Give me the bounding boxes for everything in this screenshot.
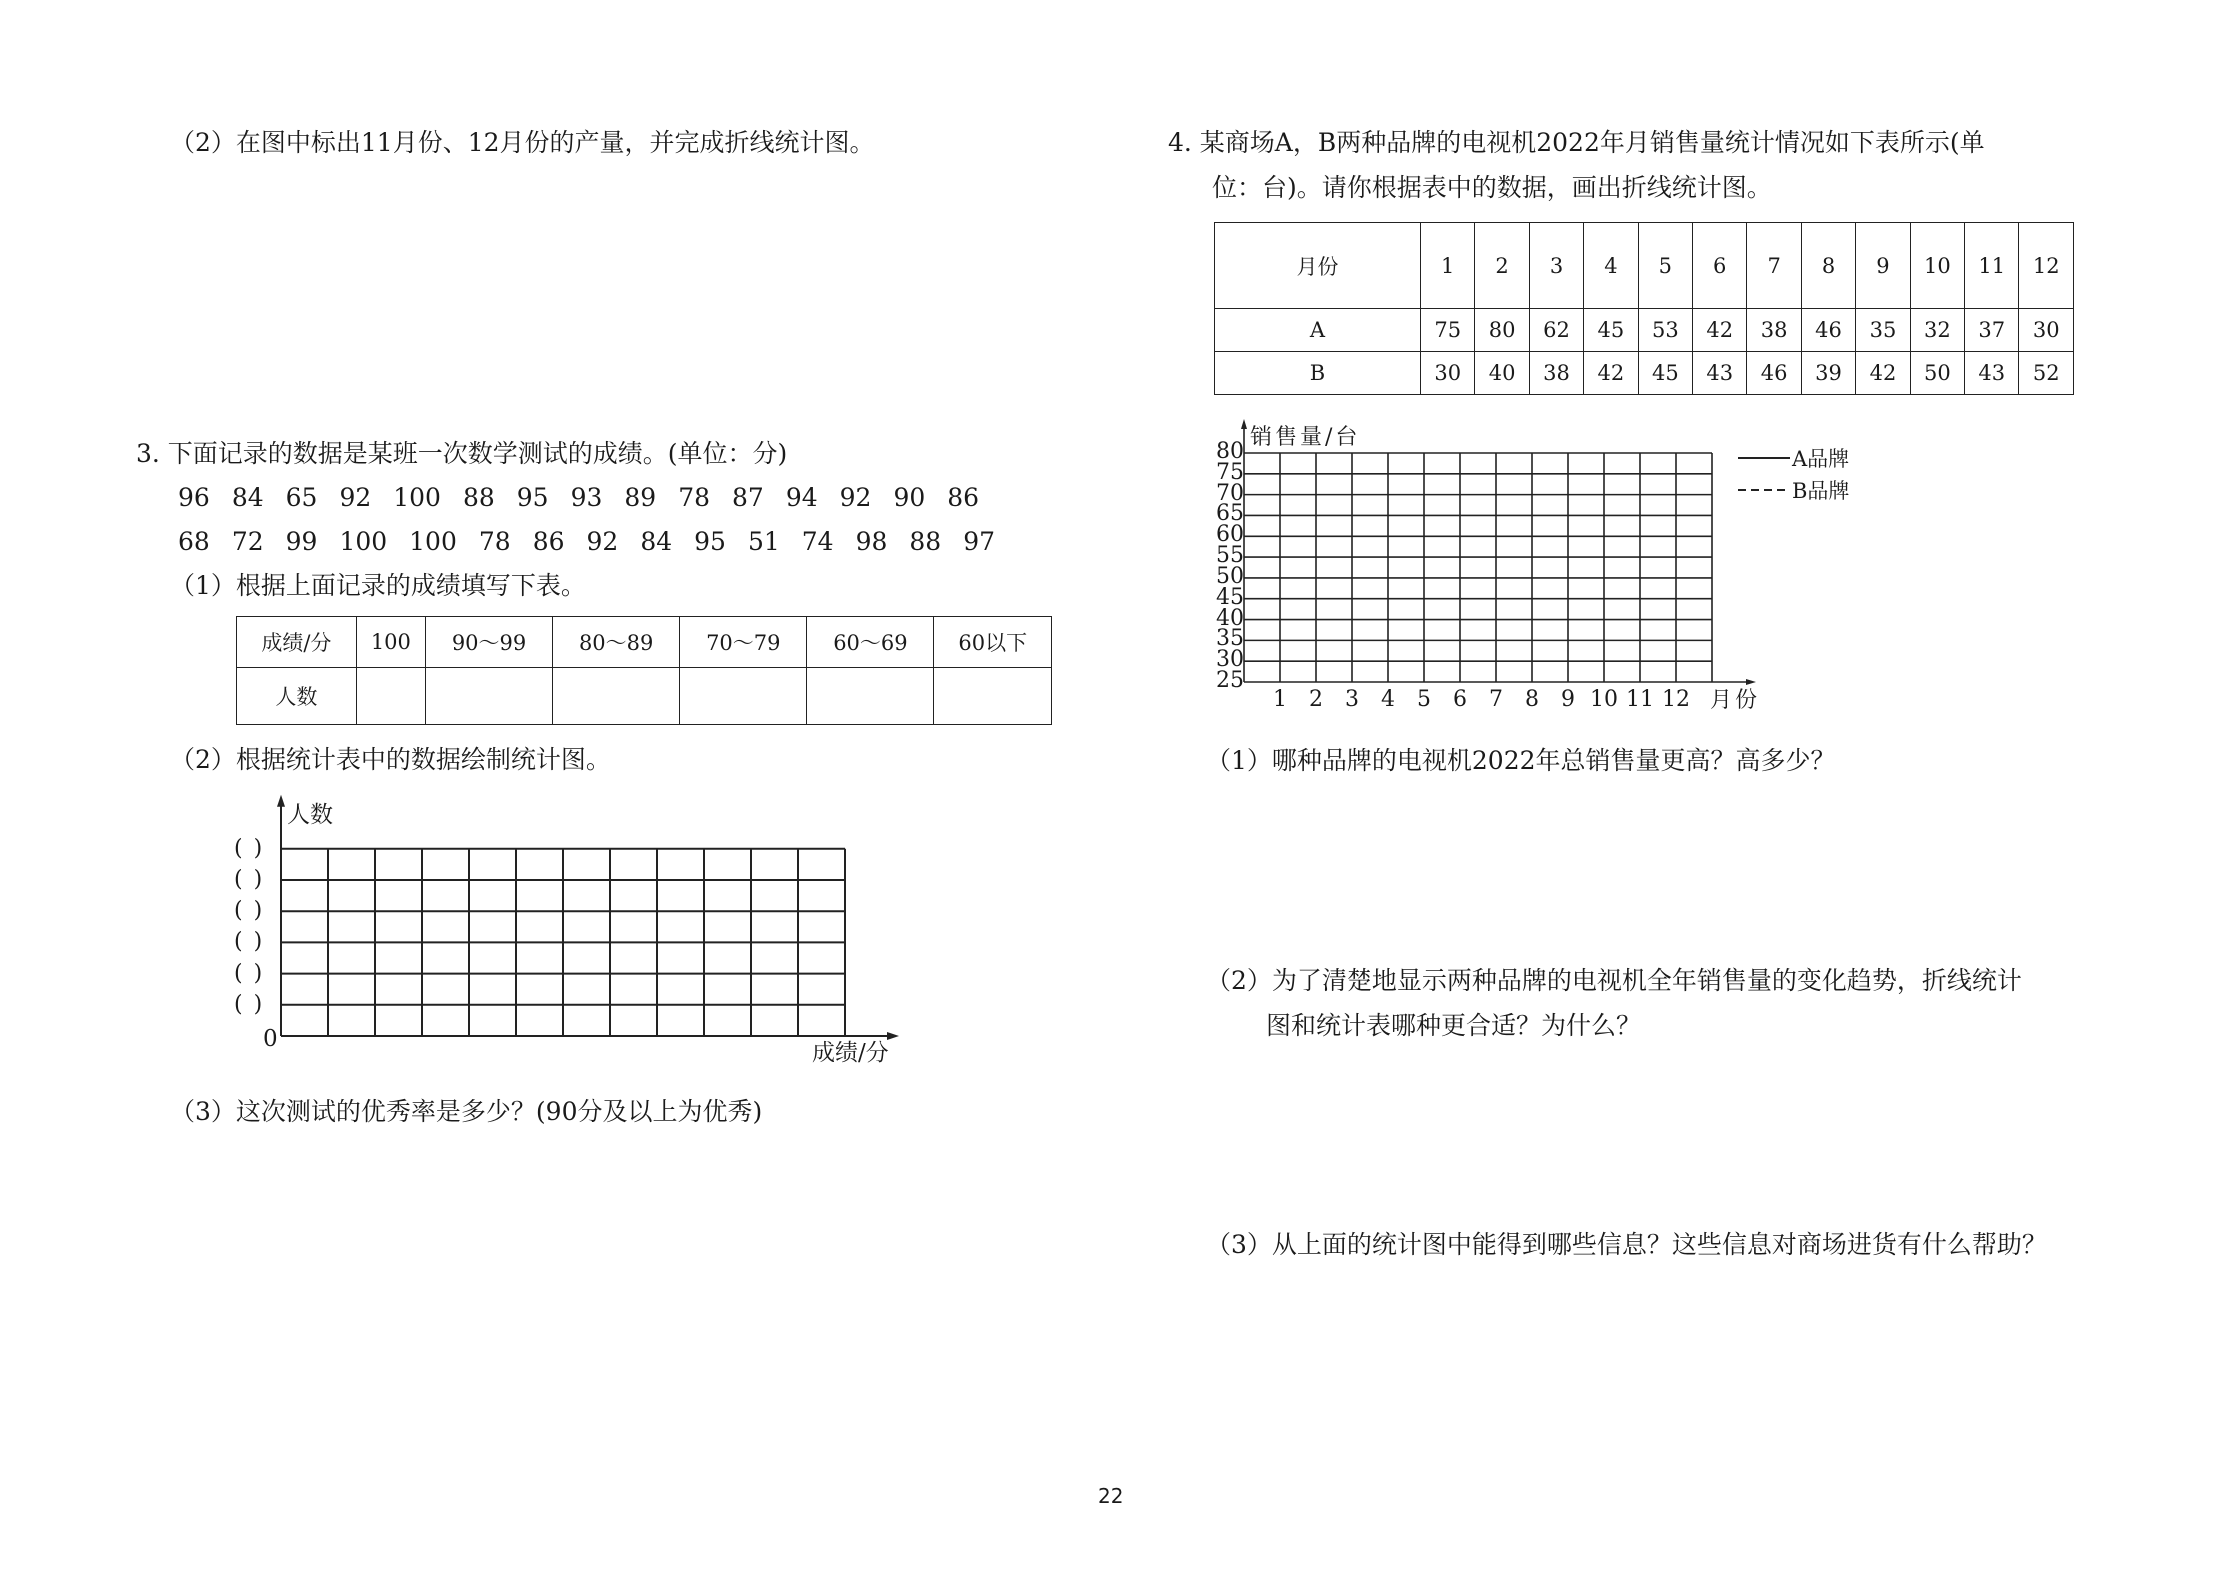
legend-b-label: B品牌 bbox=[1792, 479, 1850, 503]
left-chart-origin: 0 bbox=[263, 1026, 278, 1052]
sales-value: 46 bbox=[1747, 352, 1801, 395]
sales-value: 52 bbox=[2019, 352, 2074, 395]
y-tick-blank: ( ) bbox=[234, 929, 265, 955]
score-value: 100 bbox=[393, 483, 441, 512]
sales-value: 50 bbox=[1910, 352, 1964, 395]
y-tick-label: 45 bbox=[1216, 584, 1244, 610]
score-value: 88 bbox=[909, 527, 942, 556]
score-value: 87 bbox=[732, 483, 764, 512]
x-tick-label: 11 bbox=[1626, 687, 1654, 712]
month-header: 1 bbox=[1421, 223, 1475, 309]
sales-table-row-b bbox=[1215, 352, 2074, 395]
q3-part3-text: （3）这次测试的优秀率是多少？(90分及以上为优秀) bbox=[170, 1097, 763, 1126]
x-tick-label: 5 bbox=[1417, 687, 1431, 712]
x-tick-label: 10 bbox=[1590, 687, 1618, 712]
score-value: 88 bbox=[462, 483, 495, 512]
score-value: 68 bbox=[178, 527, 210, 556]
sales-value: 37 bbox=[1965, 309, 2019, 352]
score-range-header: 60以下 bbox=[934, 617, 1052, 668]
sales-value: 42 bbox=[1584, 352, 1638, 395]
count-input-cell[interactable] bbox=[934, 668, 1052, 725]
q3-title: 3. 下面记录的数据是某班一次数学测试的成绩。(单位：分) bbox=[136, 439, 788, 468]
sales-table-row-a bbox=[1215, 309, 2074, 352]
right-chart-x-label: 月份 bbox=[1710, 688, 1761, 713]
sales-value: 53 bbox=[1638, 309, 1692, 352]
y-tick-label: 35 bbox=[1216, 626, 1244, 652]
score-value: 78 bbox=[478, 527, 511, 556]
sales-value: 42 bbox=[1856, 352, 1910, 395]
score-value: 86 bbox=[947, 483, 980, 512]
y-tick-blank: ( ) bbox=[234, 835, 265, 861]
sales-value: 38 bbox=[1529, 352, 1583, 395]
tv-sales-table bbox=[1214, 222, 2074, 395]
month-header: 11 bbox=[1965, 223, 2019, 309]
score-value: 72 bbox=[231, 527, 264, 556]
y-tick-label: 70 bbox=[1216, 480, 1244, 506]
scores-row-2 bbox=[178, 527, 1017, 557]
sales-value: 43 bbox=[1693, 352, 1747, 395]
sales-value: 30 bbox=[2019, 309, 2074, 352]
month-header: 2 bbox=[1475, 223, 1529, 309]
y-axis-arrow-icon bbox=[1241, 419, 1247, 429]
y-tick-label: 50 bbox=[1216, 563, 1244, 589]
score-range-header: 90～99 bbox=[425, 617, 552, 668]
score-value: 94 bbox=[785, 483, 818, 512]
y-tick-blank: ( ) bbox=[234, 991, 265, 1017]
score-value: 100 bbox=[339, 527, 388, 556]
sales-value: 35 bbox=[1856, 309, 1910, 352]
score-value: 99 bbox=[285, 527, 318, 556]
left-chart-y-label: 人数 bbox=[287, 802, 333, 828]
x-tick-label: 1 bbox=[1273, 687, 1287, 712]
sales-value: 45 bbox=[1638, 352, 1692, 395]
brand-label: B bbox=[1215, 352, 1421, 395]
sales-value: 39 bbox=[1801, 352, 1855, 395]
legend-a-label: A品牌 bbox=[1792, 447, 1850, 471]
sales-value: 40 bbox=[1475, 352, 1529, 395]
score-value: 98 bbox=[855, 527, 888, 556]
score-range-header: 80～89 bbox=[553, 617, 680, 668]
score-value: 92 bbox=[839, 483, 872, 512]
sales-value: 42 bbox=[1693, 309, 1747, 352]
sales-value: 80 bbox=[1475, 309, 1529, 352]
q4-part2-line1: （2）为了清楚地显示两种品牌的电视机全年销售量的变化趋势，折线统计 bbox=[1206, 966, 2022, 995]
q3-part1-text: （1）根据上面记录的成绩填写下表。 bbox=[170, 571, 586, 600]
score-value: 89 bbox=[624, 483, 657, 512]
sales-value: 46 bbox=[1801, 309, 1855, 352]
sales-value: 32 bbox=[1910, 309, 1964, 352]
score-header-label: 成绩/分 bbox=[237, 617, 357, 668]
score-value: 92 bbox=[586, 527, 619, 556]
month-header: 6 bbox=[1693, 223, 1747, 309]
right-chart-y-label: 销售量/台 bbox=[1250, 425, 1361, 450]
score-value: 84 bbox=[231, 483, 264, 512]
score-value: 51 bbox=[747, 527, 780, 556]
score-range-header: 70～79 bbox=[680, 617, 807, 668]
q4-part3-text: （3）从上面的统计图中能得到哪些信息？这些信息对商场进货有什么帮助？ bbox=[1206, 1230, 2047, 1259]
sales-value: 43 bbox=[1965, 352, 2019, 395]
score-value: 92 bbox=[339, 483, 372, 512]
score-range-header: 60～69 bbox=[807, 617, 934, 668]
y-tick-label: 75 bbox=[1216, 459, 1244, 485]
y-tick-label: 65 bbox=[1216, 501, 1244, 527]
score-value: 95 bbox=[516, 483, 549, 512]
tv-sales-line-chart bbox=[0, 0, 1, 1]
score-range-header: 100 bbox=[356, 617, 425, 668]
sales-value: 30 bbox=[1421, 352, 1475, 395]
x-tick-label: 3 bbox=[1345, 687, 1359, 712]
score-value: 86 bbox=[532, 527, 565, 556]
month-header: 3 bbox=[1529, 223, 1583, 309]
y-tick-blank: ( ) bbox=[234, 960, 265, 986]
score-value: 100 bbox=[409, 527, 457, 556]
q2-part2-text: （2）在图中标出11月份、12月份的产量，并完成折线统计图。 bbox=[170, 128, 875, 157]
page-number: 22 bbox=[1098, 1484, 1124, 1508]
score-value: 97 bbox=[963, 527, 995, 556]
month-header: 5 bbox=[1638, 223, 1692, 309]
y-tick-blank: ( ) bbox=[234, 898, 265, 924]
month-header: 4 bbox=[1584, 223, 1638, 309]
left-chart-x-label: 成绩/分 bbox=[812, 1040, 889, 1066]
y-tick-label: 25 bbox=[1216, 668, 1244, 693]
score-value: 65 bbox=[285, 483, 318, 512]
sales-value: 62 bbox=[1529, 309, 1583, 352]
count-input-cell[interactable] bbox=[807, 668, 934, 725]
y-tick-blank: ( ) bbox=[234, 867, 265, 892]
score-value: 93 bbox=[570, 483, 603, 512]
score-value: 96 bbox=[178, 483, 210, 512]
x-axis-arrow-icon bbox=[1746, 679, 1756, 685]
month-header: 12 bbox=[2019, 223, 2074, 309]
y-tick-label: 40 bbox=[1216, 605, 1244, 631]
x-tick-label: 7 bbox=[1489, 687, 1503, 712]
q4-title-line2: 位：台)。请你根据表中的数据，画出折线统计图。 bbox=[1212, 173, 1772, 202]
q4-part1-text: （1）哪种品牌的电视机2022年总销售量更高？高多少？ bbox=[1206, 746, 1836, 775]
score-value: 90 bbox=[893, 483, 926, 512]
score-table-count-row bbox=[237, 668, 1052, 725]
month-header: 10 bbox=[1910, 223, 1964, 309]
count-input-cell[interactable] bbox=[425, 668, 552, 725]
count-input-cell[interactable] bbox=[356, 668, 425, 725]
brand-label: A bbox=[1215, 309, 1421, 352]
score-value: 84 bbox=[640, 527, 673, 556]
sales-header-month-label: 月份 bbox=[1215, 223, 1421, 309]
y-tick-label: 60 bbox=[1216, 522, 1244, 548]
row-label-count: 人数 bbox=[237, 668, 357, 725]
sales-value: 75 bbox=[1421, 309, 1475, 352]
y-axis-arrow-icon bbox=[277, 795, 285, 807]
sales-value: 45 bbox=[1584, 309, 1638, 352]
x-axis-arrow-icon bbox=[887, 1032, 899, 1040]
month-header: 7 bbox=[1747, 223, 1801, 309]
x-tick-label: 4 bbox=[1381, 687, 1395, 712]
y-tick-label: 30 bbox=[1216, 647, 1244, 673]
sales-value: 38 bbox=[1747, 309, 1801, 352]
x-tick-label: 2 bbox=[1309, 687, 1323, 712]
score-value: 95 bbox=[694, 527, 726, 556]
x-tick-label: 8 bbox=[1525, 687, 1539, 712]
x-tick-label: 12 bbox=[1662, 687, 1690, 712]
score-value: 74 bbox=[801, 527, 834, 556]
q4-title-line1: 4. 某商场A，B两种品牌的电视机2022年月销售量统计情况如下表所示(单 bbox=[1168, 128, 1985, 157]
score-frequency-table bbox=[236, 616, 1052, 725]
count-input-cell[interactable] bbox=[553, 668, 680, 725]
y-tick-label: 55 bbox=[1216, 543, 1244, 569]
score-table-header-row bbox=[237, 617, 1052, 668]
month-header: 8 bbox=[1801, 223, 1855, 309]
x-tick-label: 6 bbox=[1453, 687, 1467, 712]
q3-part2-text: （2）根据统计表中的数据绘制统计图。 bbox=[170, 745, 611, 774]
score-value: 78 bbox=[678, 483, 711, 512]
count-input-cell[interactable] bbox=[680, 668, 807, 725]
q4-part2-line2: 图和统计表哪种更合适？为什么？ bbox=[1266, 1011, 1642, 1040]
month-header: 9 bbox=[1856, 223, 1910, 309]
y-tick-label: 80 bbox=[1216, 439, 1244, 464]
x-tick-label: 9 bbox=[1561, 687, 1575, 712]
scores-row-1 bbox=[178, 483, 1001, 513]
sales-table-month-row bbox=[1215, 223, 2074, 309]
